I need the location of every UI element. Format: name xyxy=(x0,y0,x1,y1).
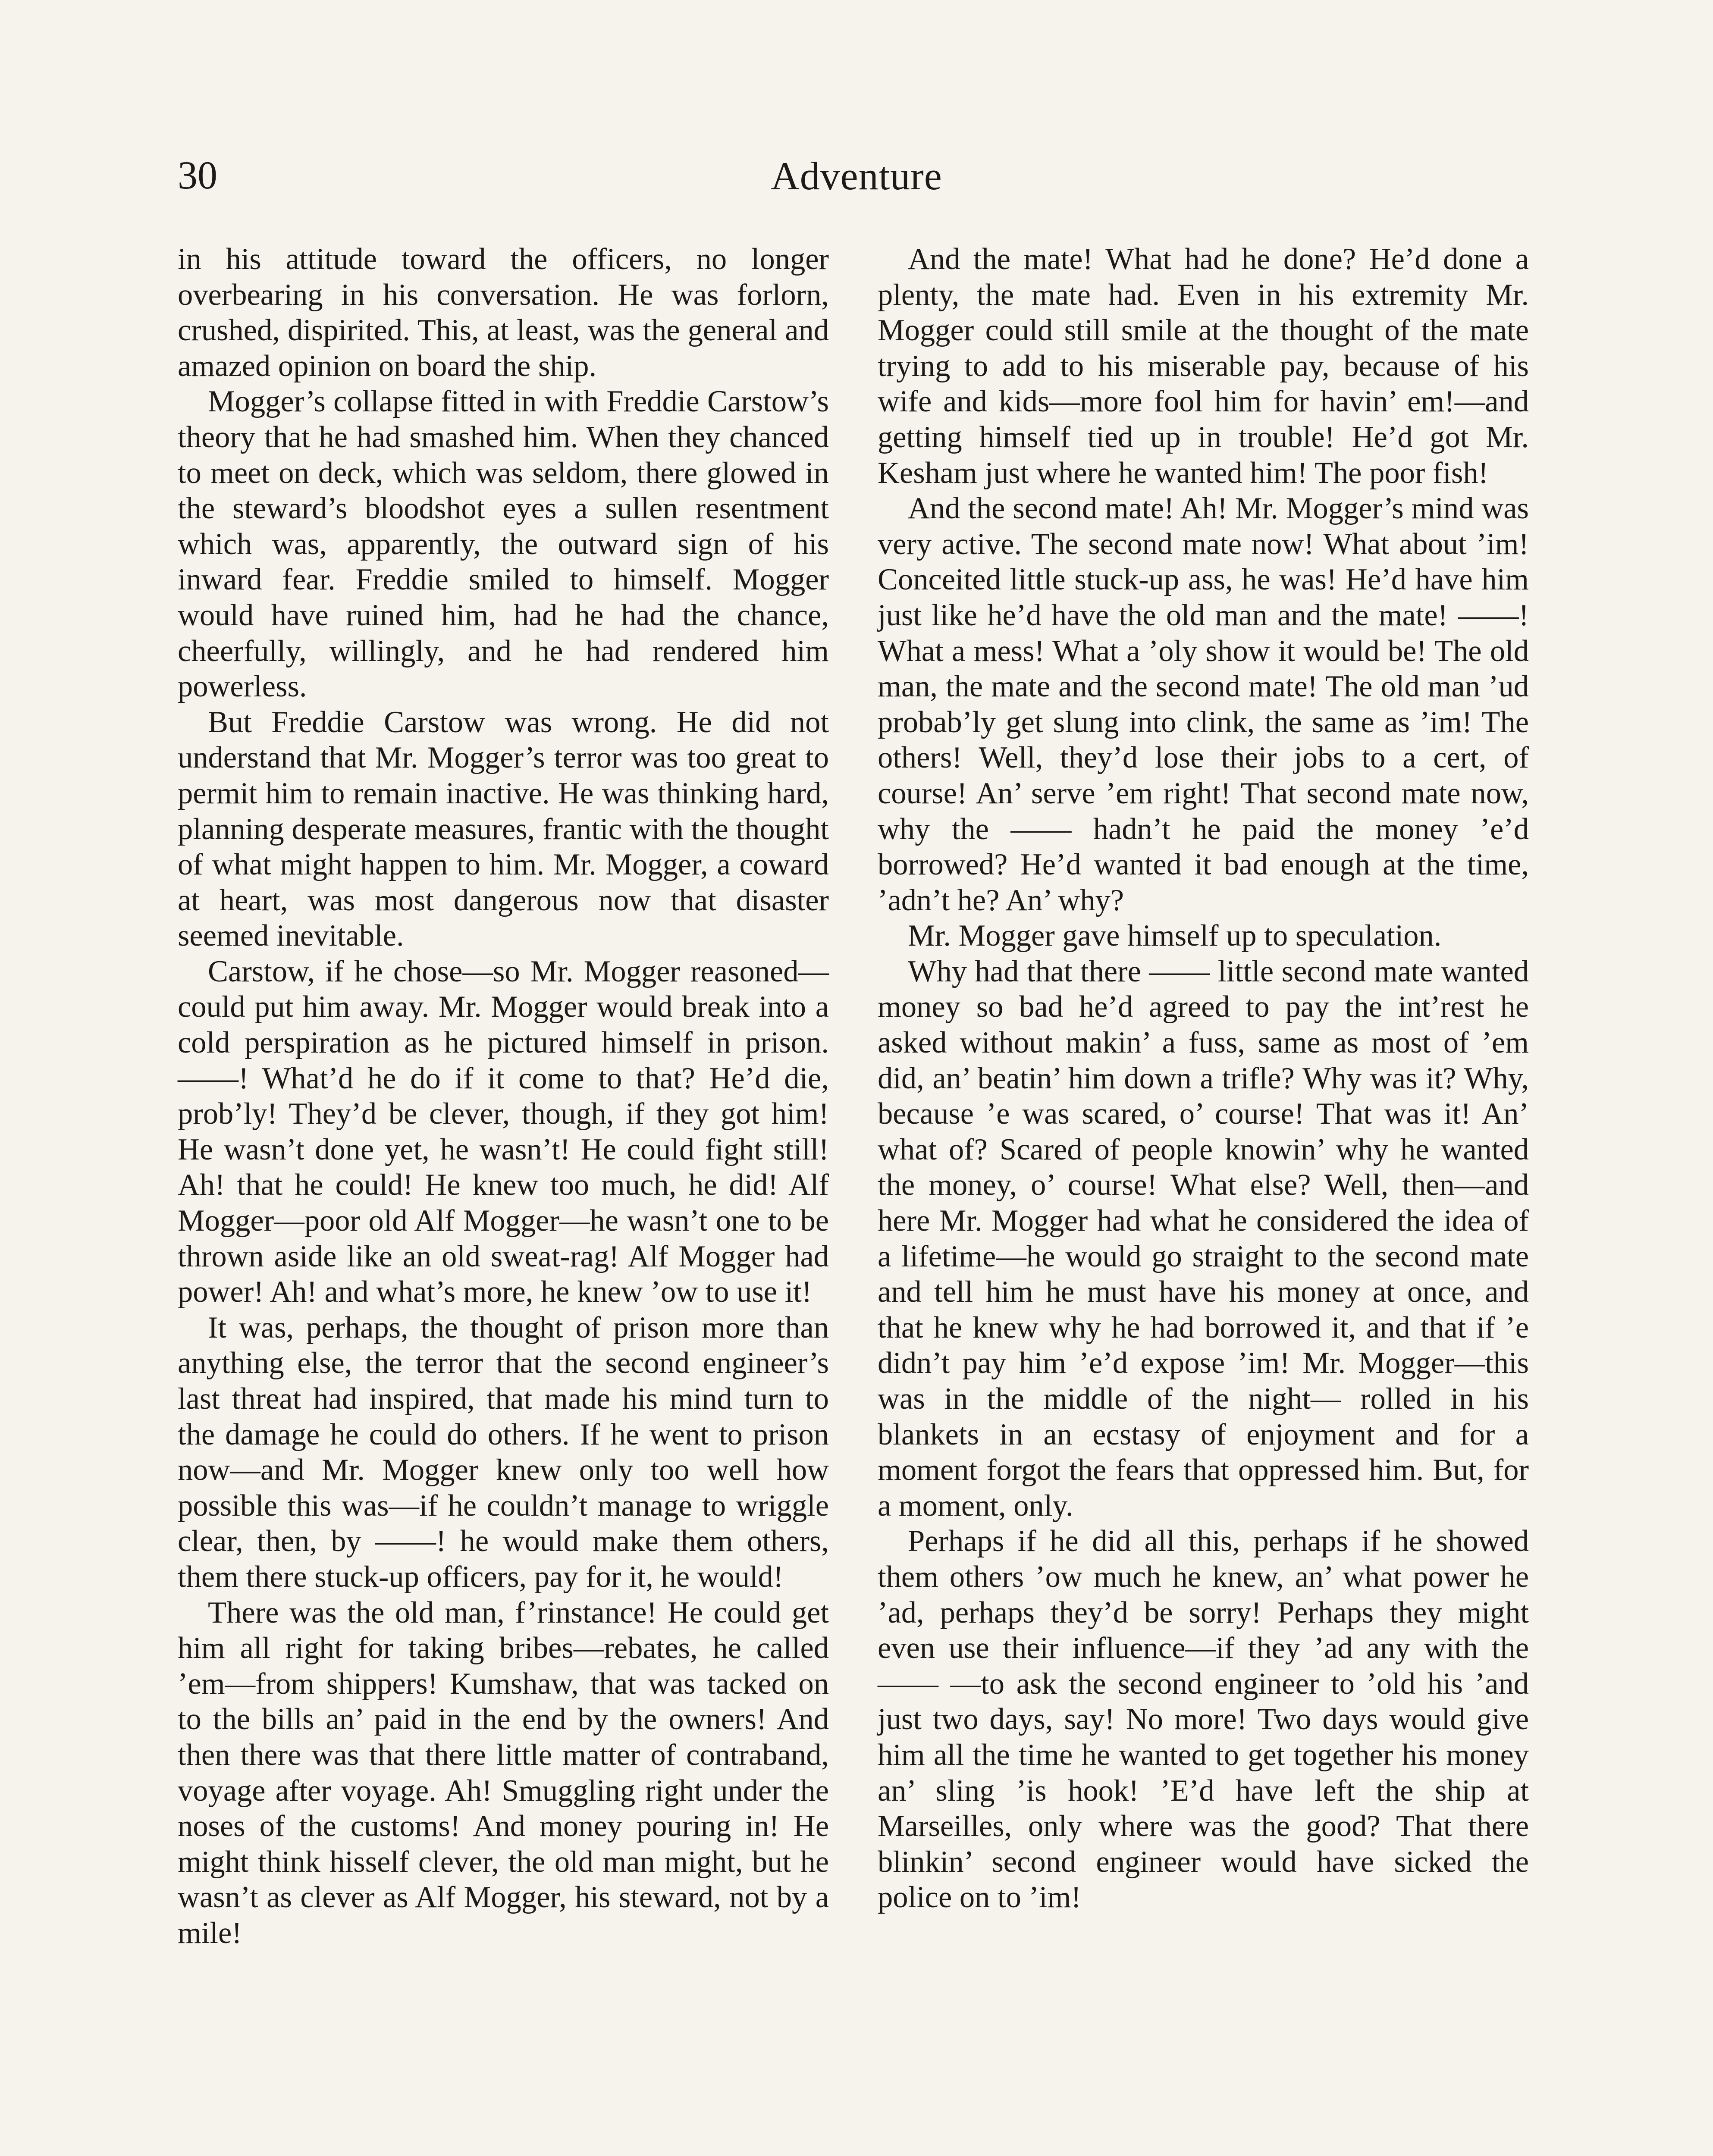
paragraph: Mr. Mogger gave himself up to speculation. xyxy=(908,919,1442,953)
left-column xyxy=(178,241,829,1951)
paragraph: Carstow, if he chose—so Mr. Mogger reasoned—could put him away. Mr. Mogger would break into a cold perspiration as he pictured himself in prison. ——! What’d he do if it come to that? He’d die, prob’ly! They’d be clever, though, if they got him! He wasn’t done yet, he wasn’t! He could fight still! Ah! that he could! He knew too much, he did! Alf Mogger—poor old Alf Mogger—he wasn’t one to be thrown aside like an old sweat-rag! Alf Mogger had power! Ah! and what’s more, he knew ’ow to use it! xyxy=(178,954,829,1309)
paragraph: Why had that there —— little second mate wanted money so bad he’d agreed to pay the int’rest he asked without makin’ a fuss, same as most of ’em did, an’ beatin’ him down a trifle? Why was it? Why, because ’e was scared, o’ course! That was it! An’ what of? Scared of people knowin’ why he wanted the money, o’ course! What else? Well, then—and here Mr. Mogger had what he considered the idea of a lifetime—he would go straight to the second mate and tell him he must have his money at once, and that he knew why he had borrowed it, and that if ’e didn’t pay him ’e’d expose ’im! Mr. Mogger—this was in the middle of the night— rolled in his blankets in an ecstasy of enjoyment and for a moment forgot the fears that oppressed him. But, for a moment, only. xyxy=(878,954,1529,1523)
right-column xyxy=(878,241,1529,1915)
paragraph: It was, perhaps, the thought of prison more than anything else, the terror that the second engineer’s last threat had inspired, that made his mind turn to the damage he could do others. If he went to prison now—and Mr. Mogger knew only too well how possible this was—if he couldn’t manage to wriggle clear, then, by ——! he would make them others, them there stuck-up officers, pay for it, he would! xyxy=(178,1310,829,1594)
page-number: 30 xyxy=(178,153,217,197)
paragraph: There was the old man, f’rinstance! He could get him all right for taking bribes—rebates, he called ’em—from shippers! Kumshaw, that was tacked on to the bills an’ paid in the end by the owners! And then there was that there little matter of contraband, voyage after voyage. Ah! Smuggling right under the noses of the customs! And money pouring in! He might think hisself clever, the old man might, but he wasn’t as clever as Alf Mogger, his steward, not by a mile! xyxy=(178,1595,829,1950)
paragraph: And the second mate! Ah! Mr. Mogger’s mind was very active. The second mate now! What about ’im! Conceited little stuck-up ass, he was! He’d have him just like he’d have the old man and the mate! ——! What a mess! What a ’oly show it would be! The old man, the mate and the second mate! The old man ’ud probab’ly get slung into clink, the same as ’im! The others! Well, they’d lose their jobs to a cert, of course! An’ serve ’em right! That second mate now, why the —— hadn’t he paid the money ’e’d borrowed? He’d wanted it bad enough at the time, ’adn’t he? An’ why? xyxy=(878,492,1529,917)
running-head: Adventure xyxy=(771,154,942,198)
paragraph: And the mate! What had he done? He’d done a plenty, the mate had. Even in his extremity Mr. Mogger could still smile at the thought of the mate trying to add to his miserable pay, because of his wife and kids—more fool him for havin’ em!—and getting himself tied up in trouble! He’d got Mr. Kesham just where he wanted him! The poor fish! xyxy=(878,242,1529,490)
paragraph: But Freddie Carstow was wrong. He did not understand that Mr. Mogger’s terror was too great to permit him to remain inactive. He was thinking hard, planning desperate measures, frantic with the thought of what might happen to him. Mr. Mogger, a coward at heart, was most dangerous now that disaster seemed inevitable. xyxy=(178,705,829,953)
paragraph: Perhaps if he did all this, perhaps if he showed them others ’ow much he knew, an’ what power he ’ad, perhaps they’d be sorry! Perhaps they might even use their influence—if they ’ad any with the —— —to ask the second engineer to ’old his ’and just two days, say! No more! Two days would give him all the time he wanted to get together his money an’ sling ’is hook! ’E’d have left the ship at Marseilles, only where was the good? That there blinkin’ second engineer would have sicked the police on to ’im! xyxy=(878,1524,1529,1915)
paragraph: Mogger’s collapse fitted in with Freddie Carstow’s theory that he had smashed him. When they chanced to meet on deck, which was seldom, there glowed in the steward’s bloodshot eyes a sullen resentment which was, apparently, the outward sign of his inward fear. Freddie smiled to himself. Mogger would have ruined him, had he had the chance, cheerfully, willingly, and he had rendered him powerless. xyxy=(178,385,829,704)
paragraph: in his attitude toward the officers, no longer overbearing in his conversation. He was forlorn, crushed, dispirited. This, at least, was the general and amazed opinion on board the ship. xyxy=(178,242,829,383)
